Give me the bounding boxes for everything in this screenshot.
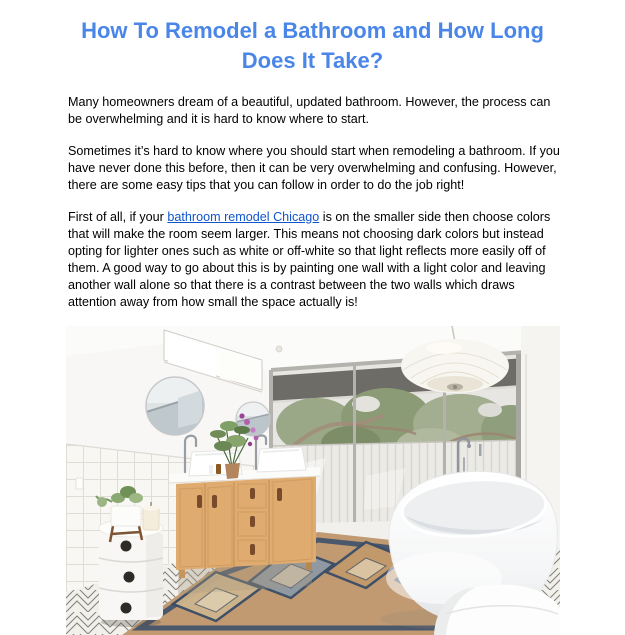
wall-outlet bbox=[76, 478, 83, 489]
hand-shower bbox=[479, 444, 482, 456]
round-mirror-large bbox=[146, 377, 204, 435]
document-page bbox=[0, 16, 625, 635]
page-title bbox=[43, 16, 583, 76]
candle bbox=[143, 502, 159, 530]
bathroom-remodel-chicago-link[interactable]: bathroom remodel Chicago bbox=[167, 210, 320, 224]
page-title-line-1: How To Remodel a Bathroom and How Long bbox=[81, 18, 544, 43]
soap-tube bbox=[209, 465, 213, 474]
paragraph-3 bbox=[68, 209, 560, 311]
paragraph-3-text-before-link: First of all, if your bbox=[68, 210, 168, 224]
vessel-sink-right bbox=[257, 447, 306, 472]
paragraph-1: Many homeowners dream of a beautiful, updated bathroom. However, the process can be overwhelming and it is hard to know where to start. bbox=[68, 95, 551, 126]
bathroom-photo bbox=[66, 326, 560, 635]
paragraph-2: Sometimes it’s hard to know where you should start when remodeling a bathroom. If you have never done this before, then it can be very overwhelming and confusing. However, there are some easy tips that you can follow in order to do the job right! bbox=[68, 144, 560, 192]
paragraph-3-text-after-link: is on the smaller side then choose colors that will make the room seem larger. This means not choosing dark colors but instead opting for lighter ones such as white or off-white so that light reflects more easily off of them. A good way to go about this is by painting one wall with a light color and leaving another wall alone so that there is a contrast between the two walls which draws attention away from how small the space actually is! bbox=[68, 210, 551, 309]
article-image-bathroom bbox=[66, 326, 560, 635]
recessed-light bbox=[276, 346, 282, 352]
page-title-line-2: Does It Take? bbox=[241, 48, 384, 73]
article-body bbox=[68, 94, 560, 311]
amber-bottle bbox=[216, 464, 221, 474]
